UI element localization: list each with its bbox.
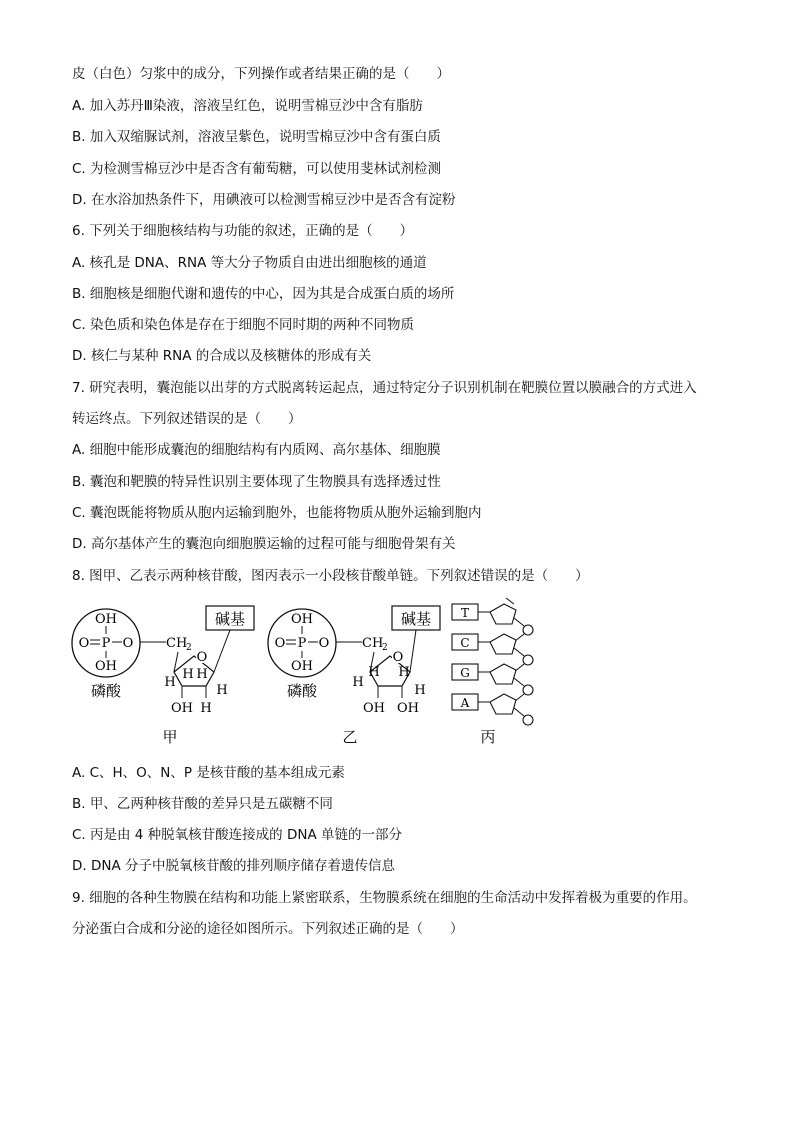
base-label-yi: 碱基 — [400, 610, 432, 628]
label-bing: 丙 — [480, 728, 496, 746]
label-jia: 甲 — [162, 728, 178, 746]
ch2-label-yi: CH — [362, 636, 384, 651]
sugar-phosphate-bond-c — [514, 648, 524, 656]
phosphate-oh-bottom-yi: OH — [291, 659, 313, 674]
question-5-option-c: C. 为检测雪棉豆沙中是否含有葡萄糖，可以使用斐林试剂检测 — [72, 161, 442, 177]
question-5-option-a: A. 加入苏丹Ⅲ染液，溶液呈红色，说明雪棉豆沙中含有脂肪 — [72, 98, 423, 114]
question-8-option-b: B. 甲、乙两种核苷酸的差异只是五碳糖不同 — [72, 796, 333, 812]
c4-h-jia: H — [164, 675, 176, 690]
sugar-pentagon-t — [490, 604, 516, 624]
phosphate-label-yi: 磷酸 — [286, 682, 318, 700]
ch2-label-jia: CH — [166, 636, 188, 651]
question-5-stem-continuation: 皮（白色）匀浆中的成分，下列操作或者结果正确的是（ ） — [72, 66, 450, 82]
c4-h-yi: H — [352, 675, 364, 690]
base-g: G — [460, 666, 470, 680]
sugar-pentagon-c — [490, 634, 516, 654]
nucleotide-figure — [66, 596, 546, 746]
question-5-option-b: B. 加入双缩脲试剂，溶液呈紫色，说明雪棉豆沙中含有蛋白质 — [72, 129, 441, 145]
phosphate-o-right-yi: O — [318, 636, 330, 651]
ring-oxygen-yi: O — [392, 650, 404, 665]
phosphate-oh-top-jia: OH — [95, 612, 117, 627]
question-8-stem: 8. 图甲、乙表示两种核苷酸，图丙表示一小段核苷酸单链。下列叙述错误的是（ ） — [72, 568, 589, 584]
question-7-option-b: B. 囊泡和靶膜的特异性识别主要体现了生物膜具有选择透过性 — [72, 474, 441, 490]
question-8-option-a: A. C、H、O、N、P 是核苷酸的基本组成元素 — [72, 765, 345, 781]
nucleotide-yi — [268, 606, 440, 746]
nucleotide-figure-svg — [66, 596, 546, 746]
phosphate-c — [523, 655, 533, 665]
phosphate-a — [523, 715, 533, 725]
phosphate-o-left-jia: O — [78, 636, 90, 651]
base-a: A — [460, 696, 470, 710]
phosphate-o-right-jia: O — [122, 636, 134, 651]
ch2-subscript-jia: 2 — [186, 643, 192, 653]
base-t: T — [460, 606, 470, 620]
ring-oxygen-jia: O — [196, 650, 208, 665]
question-6-option-a: A. 核孔是 DNA、RNA 等大分子物质自由进出细胞核的通道 — [72, 255, 427, 271]
phosphate-oh-top-yi: OH — [291, 612, 313, 627]
c2-h-jia: H — [196, 667, 208, 682]
phosphate-g — [523, 685, 533, 695]
c1-h-yi: H — [414, 683, 426, 698]
phosphate-p-yi: P — [297, 636, 307, 651]
nucleotide-chain-bing — [452, 598, 533, 746]
question-8-option-d: D. DNA 分子中脱氧核苷酸的排列顺序储存着遗传信息 — [72, 858, 395, 874]
phosphate-label-jia: 磷酸 — [90, 682, 122, 700]
phosphate-o-left-yi: O — [274, 636, 286, 651]
c3-oh-yi: OH — [363, 701, 385, 716]
question-6-option-c: C. 染色质和染色体是存在于细胞不同时期的两种不同物质 — [72, 317, 415, 333]
question-7-option-d: D. 高尔基体产生的囊泡向细胞膜运输的过程可能与细胞骨架有关 — [72, 536, 456, 552]
sugar-phosphate-bond-a — [514, 708, 524, 716]
backbone-top-stub — [506, 598, 514, 604]
nucleotide-jia — [72, 606, 254, 746]
question-7-stem-line-2: 转运终点。下列叙述错误的是（ ） — [72, 411, 302, 427]
sugar-pentagon-a — [490, 694, 516, 714]
c1-h-jia: H — [216, 683, 228, 698]
base-bond-jia — [214, 630, 230, 672]
question-9-stem-line-2: 分泌蛋白合成和分泌的途径如图所示。下列叙述正确的是（ ） — [72, 921, 464, 937]
question-6-stem: 6. 下列关于细胞核结构与功能的叙述，正确的是（ ） — [72, 223, 414, 239]
c2-h-yi: H — [398, 665, 410, 680]
phosphate-oh-bottom-jia: OH — [95, 659, 117, 674]
label-yi: 乙 — [342, 728, 358, 746]
question-9-stem-line-1: 9. 细胞的各种生物膜在结构和功能上紧密联系，生物膜系统在细胞的生命活动中发挥着极为重要的作用。 — [72, 890, 697, 906]
question-7-option-a: A. 细胞中能形成囊泡的细胞结构有内质网、高尔基体、细胞膜 — [72, 442, 441, 458]
question-6-option-b: B. 细胞核是细胞代谢和遗传的中心，因为其是合成蛋白质的场所 — [72, 286, 455, 302]
question-7-stem-line-1: 7. 研究表明，囊泡能以出芽的方式脱离转运起点，通过特定分子识别机制在靶膜位置以膜融合的方式进入 — [72, 380, 697, 396]
phosphate-p-jia: P — [101, 636, 111, 651]
chain-unit-4 — [452, 694, 533, 725]
base-label-jia: 碱基 — [214, 610, 246, 628]
question-6-option-d: D. 核仁与某种 RNA 的合成以及核糖体的形成有关 — [72, 348, 372, 364]
base-c: C — [460, 636, 470, 650]
sugar-phosphate-bond-g — [514, 678, 524, 686]
sugar-pentagon-g — [490, 664, 516, 684]
phosphate-t — [523, 625, 533, 635]
question-8-option-c: C. 丙是由 4 种脱氧核苷酸连接成的 DNA 单链的一部分 — [72, 827, 402, 843]
question-5-option-d: D. 在水浴加热条件下，用碘液可以检测雪棉豆沙中是否含有淀粉 — [72, 192, 456, 208]
question-7-option-c: C. 囊泡既能将物质从胞内运输到胞外，也能将物质从胞外运输到胞内 — [72, 505, 482, 521]
ch2-subscript-yi: 2 — [382, 643, 388, 653]
sugar-phosphate-bond-t — [514, 618, 524, 626]
c3-oh-jia: OH — [171, 701, 193, 716]
c2-h-bottom-jia: H — [200, 701, 212, 716]
c3-h-yi: H — [368, 665, 380, 680]
c3-h-jia: H — [182, 667, 194, 682]
base-bond-yi — [410, 630, 416, 672]
c2-oh-yi: OH — [397, 701, 419, 716]
